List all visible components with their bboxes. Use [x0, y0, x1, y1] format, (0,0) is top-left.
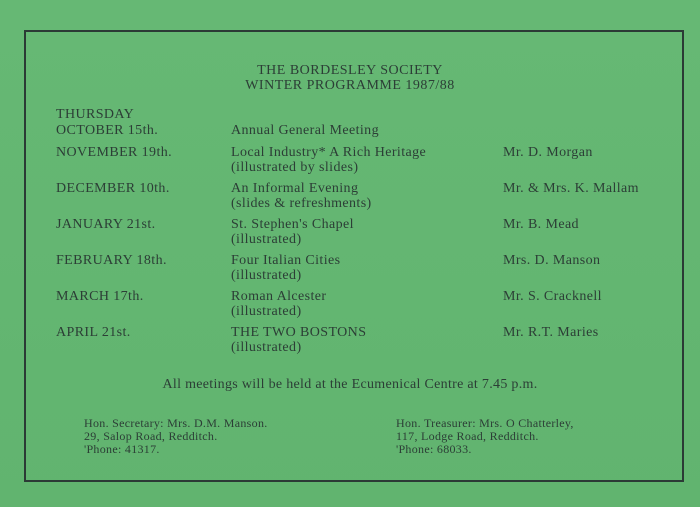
- event-speaker: Mrs. D. Manson: [503, 253, 601, 268]
- event-title-text: Local Industry* A Rich Heritage: [231, 145, 427, 160]
- treasurer-phone: 'Phone: 68033.: [396, 442, 472, 456]
- event-title-text: Roman Alcester: [231, 289, 327, 304]
- event-title: [231, 181, 372, 211]
- event-title-text: Four Italian Cities: [231, 253, 341, 268]
- event-speaker: Mr. S. Cracknell: [503, 289, 602, 304]
- event-date: APRIL 21st.: [56, 325, 131, 340]
- event-subtitle: (illustrated by slides): [231, 160, 359, 175]
- event-subtitle: (illustrated): [231, 340, 302, 355]
- event-date: OCTOBER 15th.: [56, 123, 159, 138]
- event-speaker: Mr. B. Mead: [503, 217, 579, 232]
- society-name: THE BORDESLEY SOCIETY: [257, 63, 443, 78]
- treasurer-name: Hon. Treasurer: Mrs. O Chatterley,: [396, 416, 574, 430]
- event-speaker: Mr. D. Morgan: [503, 145, 593, 160]
- event-subtitle: (illustrated): [231, 268, 302, 283]
- day-label: THURSDAY: [56, 107, 135, 122]
- event-date: FEBRUARY 18th.: [56, 253, 167, 268]
- event-date: MARCH 17th.: [56, 289, 144, 304]
- treasurer-contact: [396, 417, 574, 456]
- event-title: [231, 325, 366, 355]
- event-subtitle: (illustrated): [231, 304, 302, 319]
- event-title-text: Annual General Meeting: [231, 123, 379, 138]
- event-title: [231, 289, 326, 319]
- treasurer-address: 117, Lodge Road, Redditch.: [396, 429, 539, 443]
- event-title-text: St. Stephen's Chapel: [231, 217, 354, 232]
- secretary-contact: [84, 417, 268, 456]
- event-date: NOVEMBER 19th.: [56, 145, 173, 160]
- event-title: [231, 253, 340, 283]
- secretary-name: Hon. Secretary: Mrs. D.M. Manson.: [84, 416, 268, 430]
- event-date: DECEMBER 10th.: [56, 181, 170, 196]
- event-date: JANUARY 21st.: [56, 217, 156, 232]
- event-subtitle: (illustrated): [231, 232, 302, 247]
- programme-title: WINTER PROGRAMME 1987/88: [245, 78, 455, 93]
- event-title-text: THE TWO BOSTONS: [231, 325, 367, 340]
- event-title: [231, 217, 354, 247]
- secretary-address: 29, Salop Road, Redditch.: [84, 429, 218, 443]
- event-subtitle: (slides & refreshments): [231, 196, 372, 211]
- event-title: [231, 145, 426, 175]
- secretary-phone: 'Phone: 41317.: [84, 442, 160, 456]
- event-title: [231, 123, 379, 138]
- meeting-venue-note: All meetings will be held at the Ecumenical Centre at 7.45 p.m.: [162, 377, 538, 392]
- event-speaker: Mr. & Mrs. K. Mallam: [503, 181, 639, 196]
- event-speaker: Mr. R.T. Maries: [503, 325, 599, 340]
- event-title-text: An Informal Evening: [231, 181, 359, 196]
